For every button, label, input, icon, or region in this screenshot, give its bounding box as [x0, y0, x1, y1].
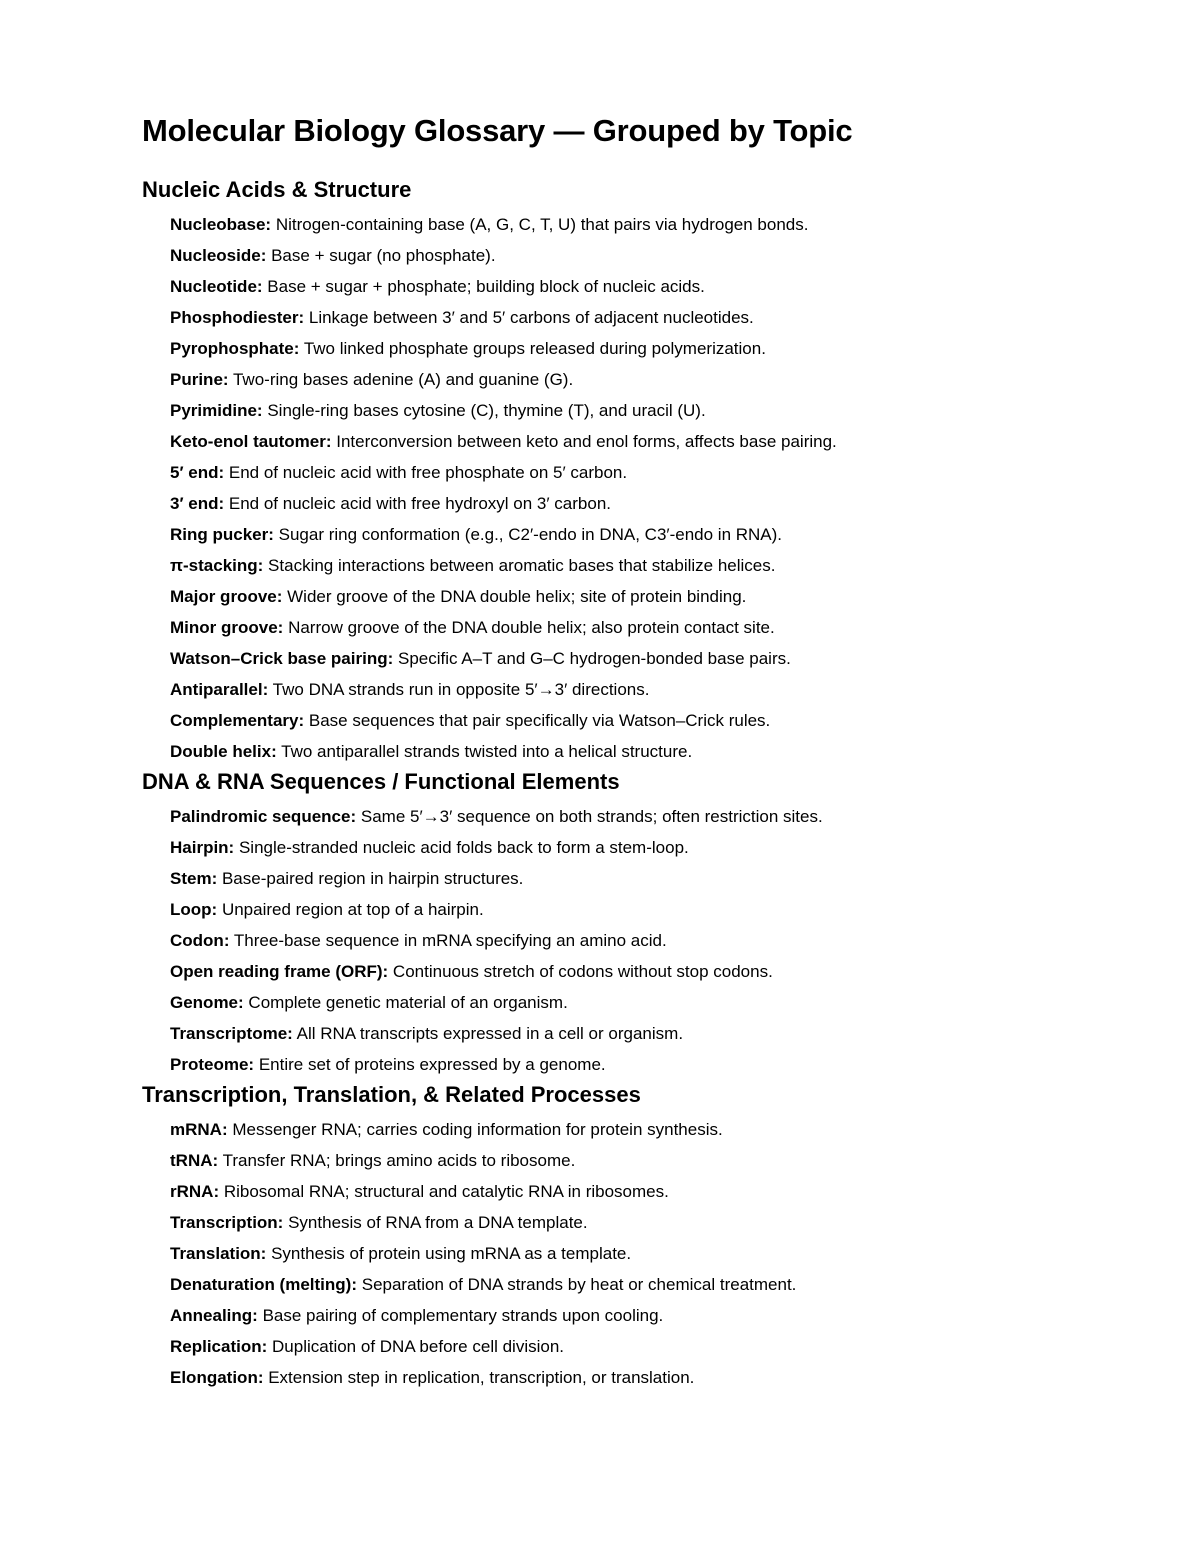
glossary-entry — [170, 987, 1102, 1018]
term-definition: Nitrogen-containing base (A, G, C, T, U) that pairs via hydrogen bonds. — [275, 215, 809, 234]
term-definition: Two antiparallel strands twisted into a helical structure. — [281, 742, 693, 761]
term-definition: Narrow groove of the DNA double helix; also protein contact site. — [288, 618, 775, 637]
glossary-entry — [170, 863, 1102, 894]
term-definition: Synthesis of protein using mRNA as a template. — [271, 1244, 632, 1263]
term-name: Genome: — [170, 993, 244, 1012]
term-name: rRNA: — [170, 1182, 220, 1201]
term-definition: Transfer RNA; brings amino acids to ribosome. — [222, 1151, 576, 1170]
term-name: 3′ end: — [170, 494, 225, 513]
term-definition: Two-ring bases adenine (A) and guanine (G). — [232, 370, 574, 389]
glossary-entry — [170, 705, 1102, 736]
glossary-entry — [170, 1114, 1102, 1145]
glossary-section — [142, 1080, 1102, 1393]
term-name: Pyrimidine: — [170, 401, 263, 420]
term-name: Major groove: — [170, 587, 283, 606]
term-definition: Single-ring bases cytosine (C), thymine (T), and uracil (U). — [267, 401, 706, 420]
term-name: Palindromic sequence: — [170, 807, 357, 826]
term-name: Transcription: — [170, 1213, 284, 1232]
glossary-entry — [170, 581, 1102, 612]
term-definition: Base pairing of complementary strands upon cooling. — [262, 1306, 664, 1325]
glossary-entry — [170, 395, 1102, 426]
term-definition: Ribosomal RNA; structural and catalytic RNA in ribosomes. — [223, 1182, 669, 1201]
term-name: Codon: — [170, 931, 230, 950]
glossary-entry — [170, 1207, 1102, 1238]
glossary-entry — [170, 832, 1102, 863]
term-name: Keto-enol tautomer: — [170, 432, 332, 451]
page-title: Molecular Biology Glossary — Grouped by Topic — [142, 113, 853, 148]
term-name: Minor groove: — [170, 618, 284, 637]
glossary-entry — [170, 643, 1102, 674]
glossary-entry — [170, 488, 1102, 519]
term-name: Hairpin: — [170, 838, 235, 857]
glossary-entry — [170, 1238, 1102, 1269]
term-name: Nucleobase: — [170, 215, 272, 234]
glossary-entry — [170, 271, 1102, 302]
term-list — [142, 1114, 1102, 1393]
term-definition: Sugar ring conformation (e.g., C2′-endo in DNA, C3′-endo in RNA). — [278, 525, 783, 544]
term-name: Replication: — [170, 1337, 268, 1356]
term-definition: Linkage between 3′ and 5′ carbons of adjacent nucleotides. — [308, 308, 754, 327]
term-list — [142, 801, 1102, 1080]
term-name: Annealing: — [170, 1306, 258, 1325]
term-name: π-stacking: — [170, 556, 264, 575]
term-name: 5′ end: — [170, 463, 225, 482]
term-definition: Same 5′→3′ sequence on both strands; often restriction sites. — [360, 807, 823, 826]
glossary-entry — [170, 519, 1102, 550]
term-definition: Base + sugar (no phosphate). — [271, 246, 496, 265]
term-definition: Interconversion between keto and enol forms, affects base pairing. — [336, 432, 837, 451]
term-name: Proteome: — [170, 1055, 255, 1074]
term-name: Purine: — [170, 370, 229, 389]
term-definition: Complete genetic material of an organism. — [248, 993, 568, 1012]
glossary-section — [142, 175, 1102, 767]
term-name: Watson–Crick base pairing: — [170, 649, 394, 668]
term-name: Denaturation (melting): — [170, 1275, 357, 1294]
document-page — [142, 110, 1102, 1393]
glossary-entry — [170, 612, 1102, 643]
term-definition: Synthesis of RNA from a DNA template. — [288, 1213, 588, 1232]
glossary-entry — [170, 1049, 1102, 1080]
term-name: Stem: — [170, 869, 218, 888]
term-name: Nucleoside: — [170, 246, 267, 265]
glossary-entry — [170, 240, 1102, 271]
term-definition: Stacking interactions between aromatic bases that stabilize helices. — [268, 556, 776, 575]
glossary-entry — [170, 302, 1102, 333]
term-name: tRNA: — [170, 1151, 219, 1170]
glossary-entry — [170, 1331, 1102, 1362]
term-definition: Base-paired region in hairpin structures. — [221, 869, 524, 888]
term-definition: Entire set of proteins expressed by a genome. — [258, 1055, 606, 1074]
glossary-entry — [170, 333, 1102, 364]
term-definition: Extension step in replication, transcription, or translation. — [268, 1368, 695, 1387]
section-heading: DNA & RNA Sequences / Functional Elements — [142, 769, 620, 794]
term-definition: Unpaired region at top of a hairpin. — [221, 900, 484, 919]
term-definition: End of nucleic acid with free hydroxyl on 3′ carbon. — [228, 494, 611, 513]
term-definition: Three-base sequence in mRNA specifying an amino acid. — [233, 931, 667, 950]
glossary-entry — [170, 925, 1102, 956]
term-definition: Separation of DNA strands by heat or chemical treatment. — [361, 1275, 797, 1294]
term-definition: Messenger RNA; carries coding information for protein synthesis. — [232, 1120, 723, 1139]
term-definition: Base + sugar + phosphate; building block of nucleic acids. — [267, 277, 705, 296]
term-definition: Wider groove of the DNA double helix; site of protein binding. — [287, 587, 747, 606]
term-definition: Base sequences that pair specifically via Watson–Crick rules. — [308, 711, 771, 730]
glossary-entry — [170, 736, 1102, 767]
glossary-entry — [170, 209, 1102, 240]
term-name: Antiparallel: — [170, 680, 269, 699]
term-name: Complementary: — [170, 711, 305, 730]
section-heading: Nucleic Acids & Structure — [142, 177, 412, 202]
term-name: Ring pucker: — [170, 525, 274, 544]
term-definition: Duplication of DNA before cell division. — [272, 1337, 565, 1356]
term-name: Phosphodiester: — [170, 308, 305, 327]
glossary-entry — [170, 1269, 1102, 1300]
term-definition: Two linked phosphate groups released during polymerization. — [303, 339, 766, 358]
glossary-entry — [170, 1018, 1102, 1049]
glossary-entry — [170, 1176, 1102, 1207]
section-heading: Transcription, Translation, & Related Processes — [142, 1082, 641, 1107]
term-name: Loop: — [170, 900, 218, 919]
glossary-entry — [170, 1300, 1102, 1331]
term-name: Pyrophosphate: — [170, 339, 300, 358]
glossary-section — [142, 767, 1102, 1080]
term-definition: Specific A–T and G–C hydrogen-bonded base pairs. — [398, 649, 791, 668]
term-name: Nucleotide: — [170, 277, 263, 296]
glossary-sections — [142, 175, 1102, 1393]
term-name: Transcriptome: — [170, 1024, 293, 1043]
glossary-entry — [170, 1145, 1102, 1176]
glossary-entry — [170, 956, 1102, 987]
glossary-entry — [170, 550, 1102, 581]
glossary-entry — [170, 364, 1102, 395]
term-name: Translation: — [170, 1244, 267, 1263]
glossary-entry — [170, 894, 1102, 925]
term-definition: Two DNA strands run in opposite 5′→3′ directions. — [272, 680, 650, 699]
term-definition: Continuous stretch of codons without stop codons. — [392, 962, 773, 981]
glossary-entry — [170, 674, 1102, 705]
term-name: Elongation: — [170, 1368, 264, 1387]
term-definition: Single-stranded nucleic acid folds back to form a stem-loop. — [238, 838, 689, 857]
glossary-entry — [170, 457, 1102, 488]
glossary-entry — [170, 801, 1102, 832]
term-name: mRNA: — [170, 1120, 228, 1139]
term-name: Double helix: — [170, 742, 277, 761]
glossary-entry — [170, 426, 1102, 457]
term-definition: All RNA transcripts expressed in a cell or organism. — [296, 1024, 684, 1043]
term-definition: End of nucleic acid with free phosphate on 5′ carbon. — [228, 463, 628, 482]
term-name: Open reading frame (ORF): — [170, 962, 389, 981]
glossary-entry — [170, 1362, 1102, 1393]
term-list — [142, 209, 1102, 767]
